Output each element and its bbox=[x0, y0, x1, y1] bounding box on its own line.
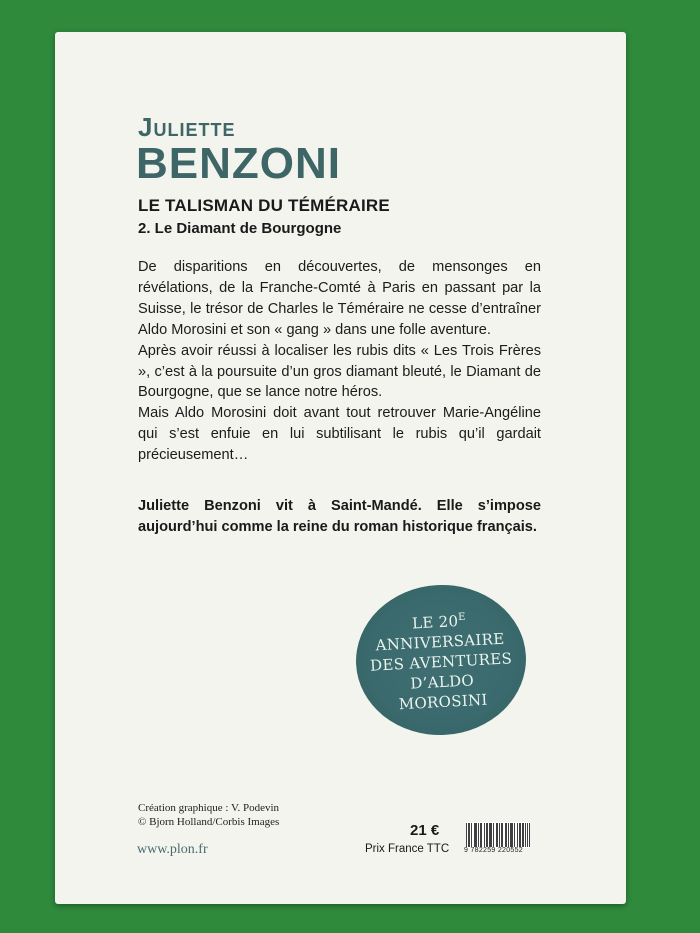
credit-design: Création graphique : V. Podevin bbox=[138, 802, 280, 814]
credits bbox=[138, 801, 279, 829]
barcode-bar bbox=[501, 823, 502, 847]
barcode-bar bbox=[522, 823, 523, 847]
barcode-bar bbox=[512, 823, 513, 847]
barcode-bar bbox=[484, 823, 485, 847]
barcode bbox=[466, 822, 530, 848]
barcode-bar bbox=[508, 823, 509, 847]
blurb-paragraph-3: Mais Aldo Morosini doit avant tout retrouver Marie-Angéline qui s’est enfuie en lui subtilisant le rubis qu’il gardait précieusement… bbox=[138, 405, 541, 464]
barcode-bar bbox=[496, 823, 497, 847]
barcode-bar bbox=[491, 823, 492, 847]
barcode-bar bbox=[489, 823, 490, 847]
barcode-bar bbox=[506, 823, 507, 847]
barcode-bar bbox=[476, 823, 477, 847]
author-bio: Juliette Benzoni vit à Saint-Mandé. Elle s’impose aujourd’hui comme la reine du roman historique français. bbox=[138, 498, 541, 535]
barcode-bar bbox=[490, 823, 491, 847]
author-last-name: BENZONI bbox=[136, 139, 341, 188]
badge-line-2: ANNIVERSAIRE bbox=[375, 629, 505, 654]
price: 21 € bbox=[410, 822, 440, 839]
barcode-bar bbox=[502, 823, 503, 847]
barcode-bar bbox=[511, 823, 512, 847]
badge-line-4: D’ALDO bbox=[409, 670, 475, 693]
barcode-bar bbox=[517, 823, 518, 847]
barcode-bar bbox=[505, 823, 506, 847]
price-label: Prix France TTC bbox=[365, 843, 450, 855]
blurb-paragraph-2: Après avoir réussi à localiser les rubis dits « Les Trois Frères », c’est à la poursuite d’un gros diamant bleuté, le Diamant de Bourgogne, que se lance notre héros. bbox=[138, 342, 541, 401]
barcode-bar bbox=[497, 823, 498, 847]
badge-line-3: DES AVENTURES bbox=[369, 648, 513, 675]
barcode-bar bbox=[471, 823, 472, 847]
barcode-bar bbox=[478, 823, 479, 847]
barcode-bar bbox=[525, 823, 526, 847]
barcode-bar bbox=[475, 823, 476, 847]
badge-line-1: LE $20^E$ bbox=[411, 611, 466, 632]
credit-photo: © Bjorn Holland/Corbis Images bbox=[138, 816, 280, 828]
book-subtitle: 2. Le Diamant de Bourgogne bbox=[138, 220, 342, 237]
barcode-bar bbox=[466, 823, 467, 847]
barcode-bar bbox=[499, 823, 500, 847]
barcode-bar bbox=[474, 823, 475, 847]
blurb bbox=[138, 257, 541, 466]
barcode-number: 9 782259 220552 bbox=[464, 847, 523, 854]
badge-line-5: MOROSINI bbox=[398, 690, 489, 713]
barcode-bar bbox=[468, 823, 469, 847]
barcode-bar bbox=[469, 823, 470, 847]
barcode-bar bbox=[486, 823, 487, 847]
barcode-bar bbox=[480, 823, 481, 847]
barcode-bar bbox=[510, 823, 511, 847]
barcode-bar bbox=[529, 823, 530, 847]
barcode-bar bbox=[520, 823, 521, 847]
barcode-bar bbox=[493, 823, 494, 847]
blurb-paragraph-1: De disparitions en découvertes, de mensonges en révélations, de la Franche-Comté à Paris en passant par la Suisse, le trésor de Charles le Téméraire ne cesse d’entraîner Aldo Morosini et son « gang » dans une folle aventure. bbox=[138, 259, 541, 338]
barcode-bar bbox=[514, 823, 515, 847]
author-first-name: Juliette bbox=[138, 112, 236, 142]
publisher-website: www.plon.fr bbox=[137, 842, 208, 857]
barcode-bar bbox=[519, 823, 520, 847]
barcode-bar bbox=[523, 823, 524, 847]
book-title: LE TALISMAN DU TÉMÉRAIRE bbox=[138, 196, 390, 215]
barcode-bar bbox=[527, 823, 528, 847]
barcode-bar bbox=[487, 823, 488, 847]
barcode-bar bbox=[481, 823, 482, 847]
